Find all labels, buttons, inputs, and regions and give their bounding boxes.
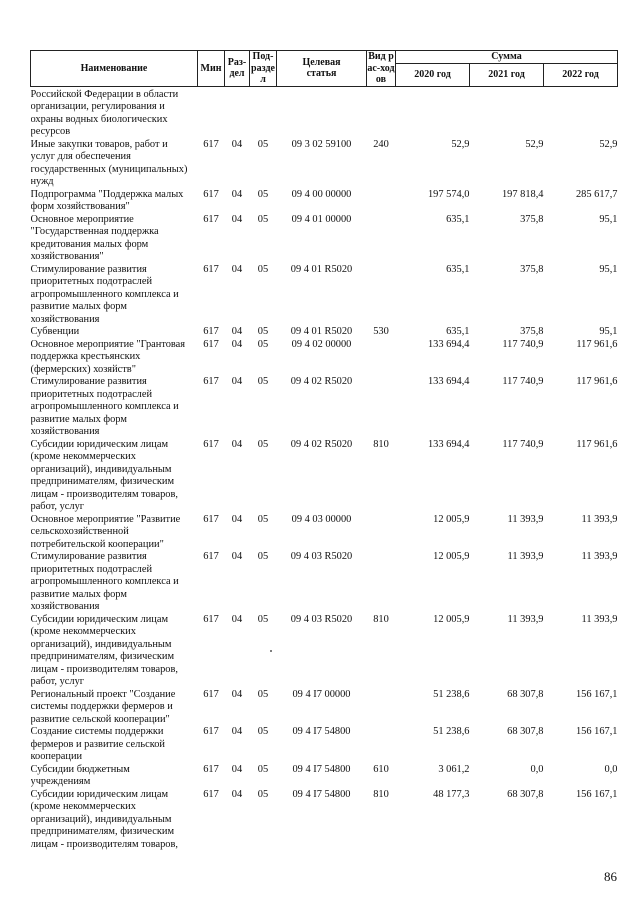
cell-target: 09 4 01 R5020 (290, 326, 353, 337)
cell-2021 (470, 86, 544, 139)
cell-2020: 133 694,4 (427, 376, 470, 387)
table-row (31, 551, 618, 614)
header-razdel-text: Раз-дел (227, 56, 247, 80)
cell-name: Стимулирование развития приоритетных подотраслей агропромышленного комплекса и развитие малых форм хозяйствования (30, 376, 179, 437)
cell-razdel: 04 (231, 376, 243, 387)
cell-2021: 68 307,8 (507, 788, 544, 800)
table-row (31, 614, 618, 689)
table-row (31, 339, 618, 377)
cell-vid (367, 86, 396, 139)
cell-target: 09 4 02 R5020 (290, 376, 353, 387)
cell-razdel: 04 (231, 551, 243, 562)
cell-razdel: 04 (231, 138, 243, 150)
table-row (31, 86, 618, 139)
cell-2020: 635,1 (446, 263, 470, 275)
header-podrazdel (250, 51, 277, 87)
cell-vid (367, 689, 396, 727)
cell-vid: 810 (373, 788, 389, 800)
cell-2021: 11 393,9 (507, 551, 544, 562)
cell-2020: 51 238,6 (433, 726, 470, 737)
cell-2021: 375,8 (520, 326, 544, 337)
cell-podrazdel: 05 (257, 213, 269, 225)
cell-2020: 133 694,4 (427, 338, 470, 350)
cell-vid (367, 264, 396, 327)
cell-vid (367, 189, 396, 214)
cell-min: 617 (203, 763, 219, 775)
table-row (31, 139, 618, 189)
cell-2022: 11 393,9 (581, 551, 618, 562)
cell-2022: 117 961,6 (576, 438, 618, 450)
cell-podrazdel: 05 (257, 688, 269, 700)
cell-vid (367, 726, 396, 764)
cell-min: 617 (203, 213, 219, 225)
cell-2020: 197 574,0 (427, 188, 470, 200)
cell-podrazdel: 05 (257, 138, 269, 150)
cell-name: Субвенции (30, 326, 80, 337)
table-row (31, 214, 618, 264)
cell-2022: 11 393,9 (581, 613, 618, 625)
cell-name: Стимулирование развития приоритетных подотраслей агропромышленного комплекса и развитие малых форм хозяйствования (30, 263, 179, 325)
cell-min: 617 (203, 613, 219, 625)
cell-razdel (225, 86, 250, 139)
cell-name: Основное мероприятие "Грантовая поддержка крестьянских (фермерских) хозяйств" (30, 338, 186, 375)
cell-min: 617 (203, 326, 219, 337)
cell-2020: 51 238,6 (433, 688, 470, 700)
cell-vid: 530 (373, 326, 389, 337)
cell-2021: 197 818,4 (501, 188, 544, 200)
cell-razdel: 04 (231, 513, 243, 525)
cell-2020: 3 061,2 (438, 763, 470, 775)
table-row (31, 514, 618, 552)
cell-podrazdel: 05 (257, 551, 269, 562)
cell-target: 09 4 I7 54800 (292, 726, 351, 737)
table-row (31, 264, 618, 327)
cell-2022 (544, 86, 618, 139)
cell-target: 09 4 I7 54800 (292, 788, 351, 800)
cell-2022: 285 617,7 (575, 188, 618, 200)
cell-2021: 11 393,9 (507, 513, 544, 525)
cell-razdel: 04 (231, 688, 243, 700)
cell-podrazdel: 05 (257, 513, 269, 525)
cell-2022: 156 167,1 (575, 726, 618, 737)
cell-podrazdel (250, 86, 277, 139)
cell-min: 617 (203, 438, 219, 450)
cell-min: 617 (203, 338, 219, 350)
cell-podrazdel: 05 (257, 376, 269, 387)
cell-podrazdel: 05 (257, 438, 269, 450)
header-name: Наименование (31, 51, 198, 87)
cell-name: Иные закупки товаров, работ и услуг для обеспечения государственных (муниципальных) нужд (30, 138, 188, 187)
cell-name: Субсидии юридическим лицам (кроме некоммерческих организаций), индивидуальным предпринимателям, физическим лицам - производителям товаров, работ, услуг (30, 438, 179, 512)
header-summa: Сумма (396, 51, 618, 64)
cell-min: 617 (203, 263, 219, 275)
header-vid (367, 51, 396, 87)
header-podrazdel-text: Под-раздел (251, 51, 275, 85)
cell-min: 617 (203, 788, 219, 800)
cell-name: Региональный проект "Создание системы поддержки фермеров и развитие сельской кооперации" (30, 688, 176, 725)
table-row (31, 789, 618, 852)
cell-target: 09 4 03 R5020 (290, 551, 353, 562)
header-year-2021: 2021 год (470, 64, 544, 86)
cell-vid (367, 376, 396, 439)
page-number: 86 (604, 869, 617, 884)
cell-2020: 635,1 (446, 326, 470, 337)
header-min: Мин (198, 51, 225, 87)
cell-2021: 375,8 (520, 263, 544, 275)
cell-2020: 133 694,4 (427, 438, 470, 450)
cell-vid (367, 551, 396, 614)
cell-name: Создание системы поддержки фермеров и развитие сельской кооперации (30, 726, 165, 762)
cell-name: Российской Федерации в области организации, регулирования и охраны водных биологических ресурсов (30, 88, 179, 137)
header-year-2022: 2022 год (544, 64, 618, 86)
table-row (31, 689, 618, 727)
cell-podrazdel: 05 (257, 263, 269, 275)
cell-2022: 156 167,1 (575, 688, 618, 700)
cell-2022: 95,1 (599, 213, 618, 225)
cell-2020: 635,1 (446, 213, 470, 225)
cell-2021: 68 307,8 (507, 688, 544, 700)
cell-vid: 810 (373, 613, 389, 625)
header-year-2020: 2020 год (396, 64, 470, 86)
cell-target: 09 4 03 00000 (291, 513, 352, 525)
cell-2022: 156 167,1 (575, 788, 618, 800)
table-row (31, 764, 618, 789)
cell-target: 09 4 01 R5020 (290, 263, 353, 275)
cell-2021: 375,8 (520, 213, 544, 225)
cell-2022: 52,9 (599, 138, 618, 150)
cell-min: 617 (203, 688, 219, 700)
cell-2020: 12 005,9 (433, 551, 470, 562)
cell-vid (367, 514, 396, 552)
cell-podrazdel: 05 (257, 188, 269, 200)
cell-name: Основное мероприятие "Развитие сельскохозяйственной потребительской кооперации" (30, 513, 181, 550)
cell-target: 09 4 02 R5020 (290, 438, 353, 450)
cell-vid: 610 (373, 763, 389, 775)
cell-razdel: 04 (231, 788, 243, 800)
cell-razdel: 04 (231, 438, 243, 450)
cell-vid (367, 339, 396, 377)
cell-min: 617 (203, 726, 219, 737)
cell-podrazdel: 05 (257, 338, 269, 350)
cell-target: 09 4 I7 54800 (292, 763, 351, 775)
cell-target (277, 86, 367, 139)
cell-podrazdel: 05 (257, 613, 269, 625)
cell-2022: 117 961,6 (576, 376, 618, 387)
cell-2020 (396, 86, 470, 139)
budget-table (30, 50, 618, 851)
header-razdel (225, 51, 250, 87)
cell-podrazdel: 05 (257, 763, 269, 775)
cell-2021: 0,0 (530, 763, 544, 775)
cell-2022: 117 961,6 (576, 338, 618, 350)
cell-podrazdel: 05 (257, 788, 269, 800)
cell-2022: 95,1 (599, 263, 618, 275)
cell-2022: 11 393,9 (581, 513, 618, 525)
cell-2020: 12 005,9 (433, 513, 470, 525)
cell-2022: 95,1 (599, 326, 618, 337)
cell-razdel: 04 (231, 188, 243, 200)
table-header (31, 51, 618, 87)
cell-name: Субсидии юридическим лицам (кроме некоммерческих организаций), индивидуальным предпринимателям, физическим лицам - производителям товаров, (30, 788, 179, 850)
cell-name: Основное мероприятие "Государственная поддержка кредитования малых форм хозяйствования" (30, 213, 159, 262)
cell-razdel: 04 (231, 726, 243, 737)
cell-2020: 52,9 (451, 138, 470, 150)
cell-target: 09 4 03 R5020 (290, 613, 353, 625)
cell-razdel: 04 (231, 213, 243, 225)
table-row (31, 376, 618, 439)
header-target-text: Целевая статья (302, 56, 341, 80)
cell-2021: 11 393,9 (507, 613, 544, 625)
cell-2021: 117 740,9 (502, 338, 544, 350)
cell-name: Субсидии юридическим лицам (кроме некоммерческих организаций), индивидуальным предпринимателям, физическим лицам - производителям товаров, работ, услуг (30, 613, 179, 687)
cell-podrazdel: 05 (257, 326, 269, 337)
cell-min: 617 (203, 188, 219, 200)
cell-name: Подпрограмма "Поддержка малых форм хозяйствования" (30, 188, 184, 212)
cell-name: Стимулирование развития приоритетных подотраслей агропромышленного комплекса и развитие малых форм хозяйствования (30, 551, 179, 612)
table-body (31, 86, 618, 851)
cell-razdel: 04 (231, 338, 243, 350)
table-row (31, 326, 618, 339)
cell-2020: 12 005,9 (433, 613, 470, 625)
cell-vid: 810 (373, 438, 389, 450)
cell-name: Субсидии бюджетным учреждениям (30, 763, 130, 787)
scan-speck (270, 650, 272, 652)
cell-2022: 0,0 (604, 763, 618, 775)
cell-2021: 68 307,8 (507, 726, 544, 737)
cell-2021: 117 740,9 (502, 376, 544, 387)
cell-razdel: 04 (231, 326, 243, 337)
cell-target: 09 4 I7 00000 (292, 688, 351, 700)
cell-min: 617 (203, 376, 219, 387)
header-vid-text: Вид рас-ходов (367, 51, 395, 85)
cell-min: 617 (203, 551, 219, 562)
cell-target: 09 4 00 00000 (291, 188, 352, 200)
table-row (31, 726, 618, 764)
cell-vid: 240 (373, 138, 389, 150)
cell-razdel: 04 (231, 613, 243, 625)
cell-razdel: 04 (231, 263, 243, 275)
cell-2021: 52,9 (525, 138, 544, 150)
table-row (31, 439, 618, 514)
cell-podrazdel: 05 (257, 726, 269, 737)
cell-2021: 117 740,9 (502, 438, 544, 450)
header-target (277, 51, 367, 87)
cell-min (198, 86, 225, 139)
cell-target: 09 4 01 00000 (291, 213, 352, 225)
cell-min: 617 (203, 513, 219, 525)
cell-2020: 48 177,3 (433, 788, 470, 800)
cell-razdel: 04 (231, 763, 243, 775)
cell-vid (367, 214, 396, 264)
cell-target: 09 3 02 59100 (291, 138, 352, 150)
cell-target: 09 4 02 00000 (291, 338, 352, 350)
cell-min: 617 (203, 138, 219, 150)
table-row (31, 189, 618, 214)
